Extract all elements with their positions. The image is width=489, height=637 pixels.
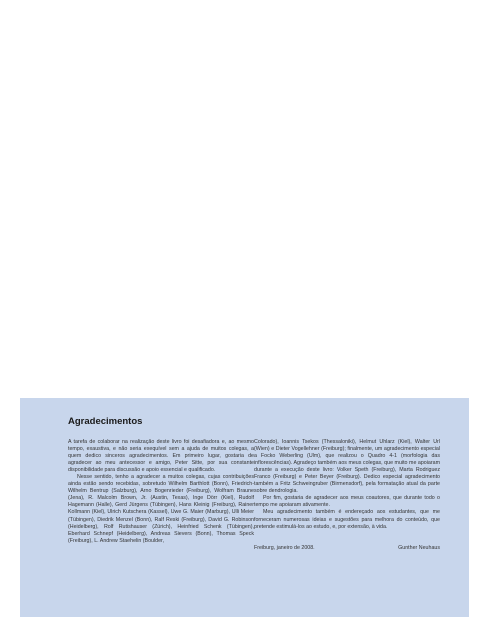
paragraph: Colorado), Ioannis Tsekos (Thessaloniki), Helmut Uhlarz (Kiel), Walter Url (Wien) e Dieter Vogellehner (Freiburg); finalmente, um agradecimento especial a Focko Weberling (Ulm), que realizou o Quadro 4-1 (morfologia das inflorescências). Agradeço também aos meus colegas, que muito me apoiaram durante a execução deste livro: Volker Speth (Freiburg), Marta Rodriguez Franco (Freiburg) e Peter Beyer (Freiburg). Dedico especial agradecimento também a Fritz Schweingruber (Birmensdorf), pela formatação atual da parte sobre dendrologia. xyxy=(254,439,440,495)
paragraph: Por fim, gostaria de agradecer aos meus coautores, que durante todo o tempo me apoiaram ativamente. xyxy=(254,495,440,509)
signature-line xyxy=(254,545,440,552)
paragraph: Nesse sentido, tenho a agradecer a muitos colegas, cujas contribuições ainda estão sendo recebidas, sobretudo Wilhelm Barthlott (Bonn), Friedrich-Wilhelm Bentrup (Salzburg), Arno Bogenrieder (Freiburg), Wolfram Braune (Jena), R. Malcolm Brown, Jr. (Austin, Texas), Inge Dörr (Kiel), Rudolf Hagemann (Halle), Gerd Jürgens (Tübingen), Hans Kleinig (Freiburg), Rainer Kollmann (Kiel), Ulrich Kutschera (Kassel), Uwe G. Maier (Marburg), Ulli Meier (Tübingen), Diedrik Menzel (Bonn), Ralf Reski (Freiburg), David G. Robinson (Heidelberg), Rolf Rutishauser (Zürich), Heinfried Schenk (Tübingen), Eberhard Schnepf (Heidelberg), Andreas Sievers (Bonn), Thomas Speck (Freiburg), L. Andrew Staehelin (Boulder, xyxy=(68,474,254,544)
paragraph: Meu agradecimento também é endereçado aos estudantes, que me forneceram numerosas ideias e sugestões para melhora do conteúdo, que pretende estimulá-los ao estudo, e, por extensão, à vida. xyxy=(254,509,440,530)
author-name: Gunther Neuhaus xyxy=(398,544,440,551)
place-date: Freiburg, janeiro de 2008. xyxy=(254,544,315,551)
spacer xyxy=(254,531,440,538)
left-column xyxy=(68,439,254,545)
right-column xyxy=(254,439,440,552)
paragraph: A tarefa de colaborar na realização deste livro foi desafiadora e, ao mesmo tempo, exaustiva, e não seria exequível sem a ajuda de muitos colegas, a quem dedico sinceros agradecimentos. Em primeiro lugar, gostaria de agradecer ao meu antecessor e amigo, Peter Sitte, por sua constante disponibilidade para discussão e apoio essencial e qualificado. xyxy=(68,439,254,474)
section-title: Agradecimentos xyxy=(68,416,143,427)
acknowledgments-panel xyxy=(20,398,469,617)
